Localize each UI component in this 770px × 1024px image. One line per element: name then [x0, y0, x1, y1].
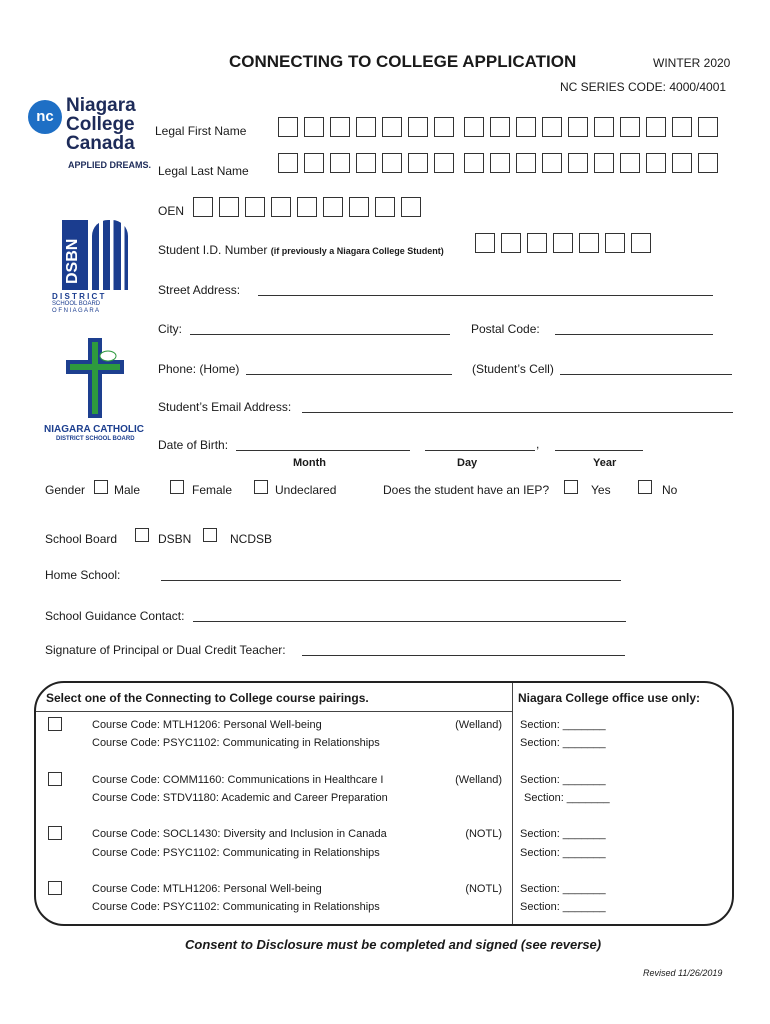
iep-no-checkbox[interactable] [638, 480, 652, 494]
pairing-1-section-1: Section: _______ [520, 719, 606, 731]
student-id-note: (if previously a Niagara College Student) [270, 246, 444, 256]
guidance-line[interactable] [193, 608, 626, 622]
pairing-4-checkbox[interactable] [48, 881, 62, 895]
course-selection-box [34, 681, 734, 926]
term-label: WINTER 2020 [653, 56, 731, 70]
cross-icon [66, 338, 126, 420]
office-heading: Niagara College office use only: [518, 691, 701, 705]
course-pairing-4 [36, 881, 732, 921]
oen-label: OEN [158, 204, 185, 218]
dob-separator: , [536, 437, 540, 451]
female-checkbox[interactable] [170, 480, 184, 494]
pairing-1-line2: Course Code: PSYC1102: Communicating in Relationships [92, 737, 380, 749]
pairing-4-section-1: Section: _______ [520, 883, 606, 895]
signature-label: Signature of Principal or Dual Credit Teacher: [45, 643, 286, 657]
phone-cell-label: (Student’s Cell) [472, 362, 554, 376]
pairing-3-campus: (NOTL) [465, 828, 502, 840]
undeclared-checkbox[interactable] [254, 480, 268, 494]
pairing-2-checkbox[interactable] [48, 772, 62, 786]
course-pairing-3 [36, 826, 732, 866]
form-title: CONNECTING TO COLLEGE APPLICATION [229, 52, 577, 71]
signature-line[interactable] [302, 642, 625, 656]
pairing-4-campus: (NOTL) [465, 883, 502, 895]
pairing-1-checkbox[interactable] [48, 717, 62, 731]
street-line[interactable] [258, 282, 713, 296]
dob-year-line[interactable] [555, 437, 643, 451]
female-label: Female [192, 483, 233, 497]
ncdsb-checkbox[interactable] [203, 528, 217, 542]
pairing-1-campus: (Welland) [455, 719, 502, 731]
day-caption: Day [457, 457, 478, 469]
email-label: Student’s Email Address: [158, 400, 292, 414]
nc-tagline: APPLIED DREAMS. [68, 160, 152, 170]
email-line[interactable] [302, 399, 733, 413]
guidance-label: School Guidance Contact: [45, 609, 185, 623]
school-board-label: School Board [45, 532, 118, 546]
first-name-boxes[interactable] [278, 117, 724, 137]
home-school-label: Home School: [45, 568, 121, 582]
pairing-1-section-2: Section: _______ [520, 737, 606, 749]
gender-label: Gender [45, 483, 86, 497]
pairing-2-section-2: Section: _______ [524, 792, 610, 804]
pairing-2-line2: Course Code: STDV1180: Academic and Career Preparation [92, 792, 388, 804]
dsbn-checkbox[interactable] [135, 528, 149, 542]
oen-boxes[interactable] [193, 197, 427, 217]
pairing-2-campus: (Welland) [455, 774, 502, 786]
last-name-label: Legal Last Name [158, 164, 249, 178]
male-checkbox[interactable] [94, 480, 108, 494]
pairing-4-section-2: Section: _______ [520, 901, 606, 913]
pairing-2-line1: Course Code: COMM1160: Communications in Healthcare I [92, 774, 384, 786]
postal-line[interactable] [555, 321, 713, 335]
phone-cell-line[interactable] [560, 361, 732, 375]
course-pairing-1 [36, 717, 732, 757]
pairing-4-line1: Course Code: MTLH1206: Personal Well-being [92, 883, 322, 895]
dob-month-line[interactable] [236, 437, 410, 451]
undeclared-label: Undeclared [275, 483, 337, 497]
pairing-3-section-1: Section: _______ [520, 828, 606, 840]
dsbn-logo: DSBN D I S T R I C T SCHOOL BOARD O F N I A G A R A [52, 220, 132, 315]
pairing-3-line1: Course Code: SOCL1430: Diversity and Inclusion in Canada [92, 828, 387, 840]
nc-logo-text: Niagara College Canada [66, 95, 136, 154]
phone-home-line[interactable] [246, 361, 452, 375]
ncdsb-logo: NIAGARA CATHOLIC DISTRICT SCHOOL BOARD [44, 338, 148, 448]
last-name-boxes[interactable] [278, 153, 724, 173]
iep-yes-checkbox[interactable] [564, 480, 578, 494]
pairing-3-line2: Course Code: PSYC1102: Communicating in Relationships [92, 847, 380, 859]
ncdsb-label: NCDSB [230, 532, 273, 546]
pairing-1-line1: Course Code: MTLH1206: Personal Well-being [92, 719, 322, 731]
student-id-label: Student I.D. Number (if previously a Niagara College Student) [158, 243, 444, 257]
city-label: City: [158, 322, 182, 336]
postal-label: Postal Code: [471, 322, 540, 336]
city-line[interactable] [190, 321, 450, 335]
phone-home-label: Phone: (Home) [158, 362, 240, 376]
dsbn-label: DSBN [158, 532, 192, 546]
course-heading: Select one of the Connecting to College course pairings. [46, 691, 369, 705]
pairing-3-checkbox[interactable] [48, 826, 62, 840]
iep-no-label: No [662, 483, 678, 497]
student-id-boxes[interactable] [475, 233, 657, 253]
course-pairing-2 [36, 772, 732, 812]
street-label: Street Address: [158, 283, 241, 297]
pairing-3-section-2: Section: _______ [520, 847, 606, 859]
iep-yes-label: Yes [591, 483, 611, 497]
iep-label: Does the student have an IEP? [383, 483, 550, 497]
dob-day-line[interactable] [425, 437, 535, 451]
dob-label: Date of Birth: [158, 438, 229, 452]
pairing-4-line2: Course Code: PSYC1102: Communicating in Relationships [92, 901, 380, 913]
dsbn-mark: DSBN [64, 238, 81, 284]
pairing-2-section-1: Section: _______ [520, 774, 606, 786]
revised-date: Revised 11/26/2019 [643, 968, 723, 978]
consent-note: Consent to Disclosure must be completed and signed (see reverse) [185, 937, 602, 952]
first-name-label: Legal First Name [155, 124, 247, 138]
home-school-line[interactable] [161, 567, 621, 581]
nc-circle-icon: nc [28, 100, 62, 134]
year-caption: Year [593, 457, 617, 469]
series-code: NC SERIES CODE: 4000/4001 [560, 80, 727, 94]
month-caption: Month [293, 457, 326, 469]
male-label: Male [114, 483, 141, 497]
